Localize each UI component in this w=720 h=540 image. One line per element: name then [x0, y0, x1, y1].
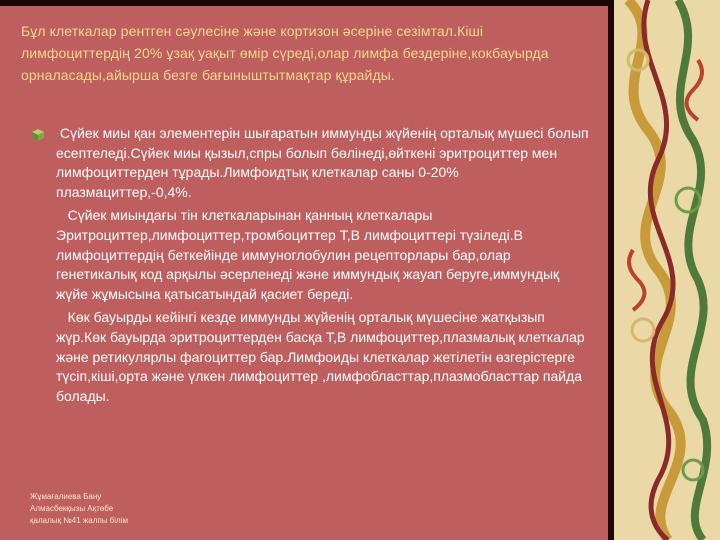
footer-line: Алмасбекқызы Ақтөбе	[30, 504, 114, 513]
bullet-item	[30, 124, 593, 202]
bullet-text: Сүйек миы қан элементерін шығаратын иммунды жүйенің орталық мүшесі болып есептеледі.Сүйек миы қызыл,спры болып бөлінеді,өйткені эритроциттер мен лимфоциттерден тұрады.Лимфоидтық клеткалар саны 0-20% плазмациттер,-0,4%.	[56, 125, 593, 200]
footer-line: қалалық №41 жалпы білім	[30, 516, 128, 525]
bullet-text: Сүйек миындағы тін клеткаларынан қанның клеткалары Эритроциттер,лимфоциттер,тромбоциттер Т,В лимфоциттері түзіледі.В лимфоциттердің беткейінде иммуноглобулин рецепторлары бар,олар генетикалық код арқылы әсерленеді және иммундық жауап беруге,иммундық жүйе жұмысына қатысатындай қасиет береді.	[56, 207, 564, 302]
swirl-pattern-icon	[608, 0, 720, 540]
bullet-item	[30, 206, 590, 304]
top-border	[0, 0, 608, 6]
footer-line: Жұмағалиева Бану	[30, 492, 102, 501]
bullet-text: Көк бауырды кейінгі кезде иммунды жүйенің орталық мүшесіне жатқызып жүр.Көк бауырда эритроциттерден басқа Т,В лимфоциттер,плазмалық клеткалар және ретикулярлы фагоциттер бар.Лимфоиды клеткалар жетілетін өзгерістерге түсіп,кіші,орта және үлкен лимфоциттер ,лимфобласттар,плазмобласттар пайда болады.	[56, 309, 589, 404]
slide-header-text: Бұл клеткалар рентген сәулесіне және кортизон әсеріне сезімтал.Кіші лимфоциттердің 20% ұзақ уақыт өмір сүреді,олар лимфа бездеріне,кокбауырда орналасады,айырша безге бағыныштытмақтар құрайды.	[21, 23, 549, 83]
author-footer	[30, 491, 190, 527]
decorative-side-panel	[608, 0, 720, 540]
bullet-item	[30, 308, 590, 406]
green-cube-bullet-icon	[30, 128, 46, 142]
bullet-list	[30, 124, 593, 410]
